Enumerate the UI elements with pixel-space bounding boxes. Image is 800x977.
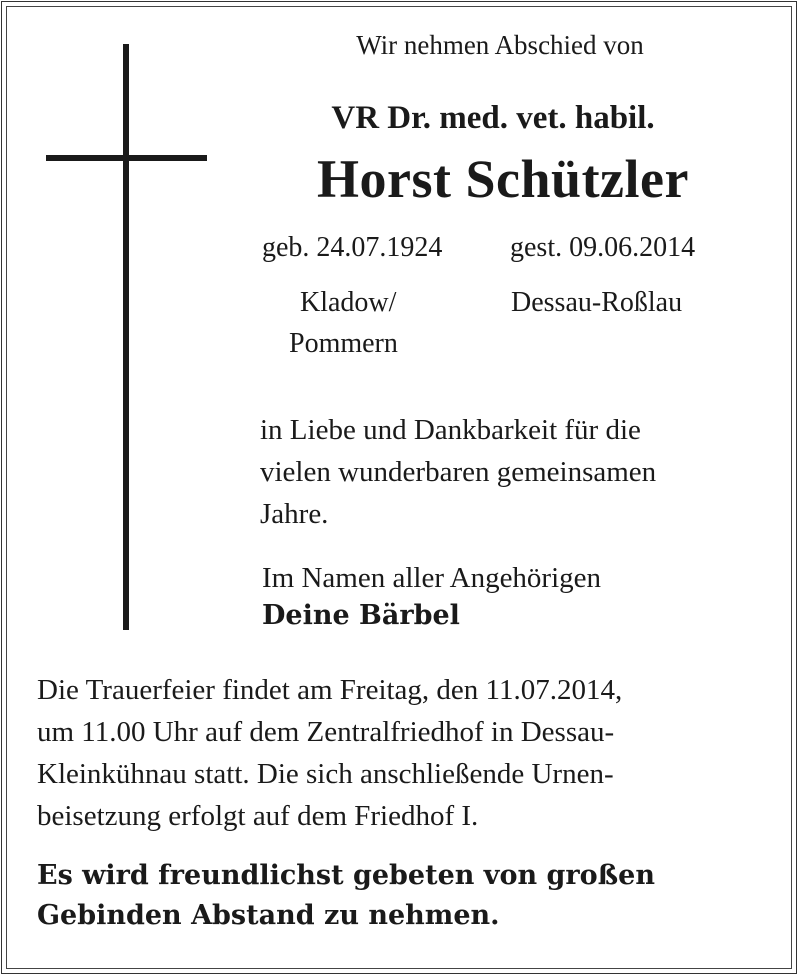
tribute-line: Jahre.: [260, 498, 329, 530]
on-behalf-text: Im Namen aller Angehörigen: [262, 562, 602, 594]
birth-date: geb. 24.07.1924: [262, 232, 443, 263]
birth-place-line2: Pommern: [289, 328, 398, 359]
intro-text: Wir nehmen Abschied von: [356, 30, 644, 60]
ceremony-line: Die Trauerfeier findet am Freitag, den 11.07.2014,: [37, 674, 623, 706]
birth-place-line1: Kladow/: [300, 287, 397, 318]
ceremony-line: um 11.00 Uhr auf dem Zentralfriedhof in Dessau-: [37, 716, 615, 748]
academic-title: VR Dr. med. vet. habil.: [331, 100, 655, 136]
deceased-name: Horst Schützler: [317, 149, 689, 209]
cross-icon-bar: [46, 155, 207, 161]
ceremony-line: Kleinkühnau statt. Die sich anschließende Urnen-: [37, 758, 614, 790]
death-date: gest. 09.06.2014: [510, 232, 696, 263]
cross-icon: [123, 44, 129, 630]
request-line: Es wird freundlichst gebeten von großen: [37, 860, 655, 891]
ceremony-line: beisetzung erfolgt auf dem Friedhof I.: [37, 800, 479, 832]
tribute-line: in Liebe und Dankbarkeit für die: [260, 414, 641, 446]
death-place: Dessau-Roßlau: [511, 287, 683, 318]
request-line: Gebinden Abstand zu nehmen.: [37, 900, 500, 931]
signature: Deine Bärbel: [262, 600, 460, 631]
tribute-line: vielen wunderbaren gemeinsamen: [260, 456, 657, 488]
